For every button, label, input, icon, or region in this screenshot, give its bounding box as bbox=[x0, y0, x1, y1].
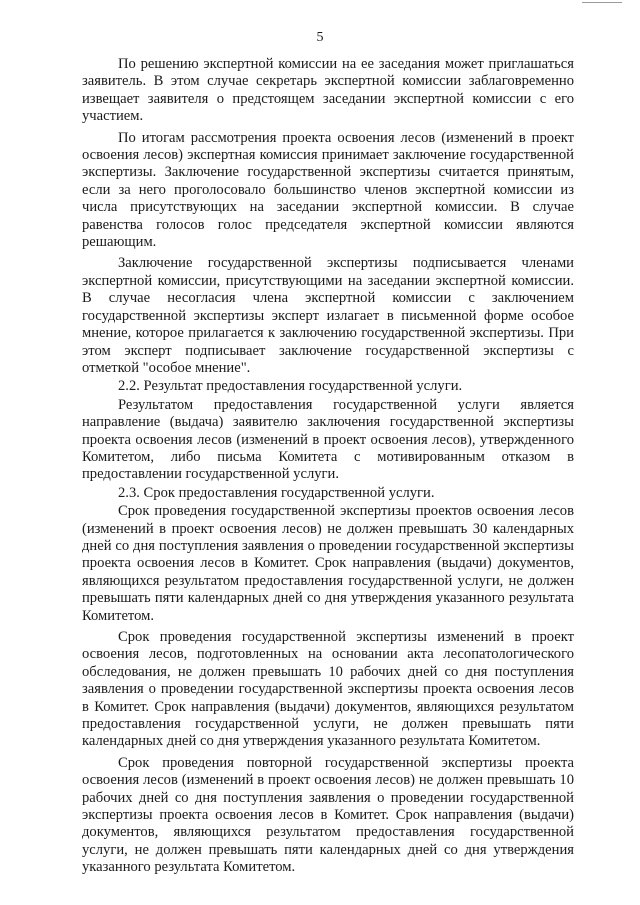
paragraph-applicant-invitation: По решению экспертной комиссии на ее заседания может приглашаться заявитель. В этом случае секретарь экспертной комиссии заблаговременно извещает заявителя о предстоящем заседании экспертной комиссии с его участием. bbox=[82, 56, 574, 125]
paragraph-term-standard: Срок проведения государственной экспертизы проектов освоения лесов (изменений в проект освоения лесов) не должен превышать 30 календарных дней со дня поступления заявления о проведении государственной экспертизы проекта освоения лесов в Комитет. Срок направления (выдачи) документов, являющихся результатом предоставления государственной услуги, не должен превышать пяти календарных дней со дня утверждения указанного результата Комитетом. bbox=[82, 503, 574, 624]
paragraph-term-pathology: Срок проведения государственной экспертизы изменений в проект освоения лесов, подготовленных на основании акта лесопатологического обследования, не должен превышать 10 рабочих дней со дня поступления заявления о проведении государственной экспертизы проекта освоения лесов в Комитет. Срок направления (выдачи) документов, являющихся результатом предоставления государственной услуги, не должен превышать пяти календарных дней со дня утверждения указанного результата Комитетом. bbox=[82, 629, 574, 750]
paragraph-term-repeat: Срок проведения повторной государственной экспертизы проекта освоения лесов (изменений в проект освоения лесов) не должен превышать 10 рабочих дней со дня поступления заявления о проведении государственной экспертизы проекта освоения лесов в Комитет. Срок направления (выдачи) документов, являющихся результатом предоставления государственной услуги, не должен превышать пяти календарных дней со дня утверждения указанного результата Комитетом. bbox=[82, 754, 574, 876]
paragraph-service-result: Результатом предоставления государственной услуги является направление (выдача) заявителю заключения государственной экспертизы проекта освоения лесов (изменений в проект освоения лесов), утвержденного Комитетом, либо письма Комитета с мотивированным отказом в предоставлении государственной услуги. bbox=[82, 396, 574, 483]
section-heading-2-3: 2.3. Срок предоставления государственной услуги. bbox=[118, 484, 435, 501]
top-edge-rule bbox=[582, 2, 622, 3]
document-body bbox=[82, 56, 574, 881]
section-heading-2-2: 2.2. Результат предоставления государственной услуги. bbox=[118, 378, 463, 395]
page-number: 5 bbox=[316, 30, 324, 45]
paragraph-commission-conclusion: По итогам рассмотрения проекта освоения лесов (изменений в проект освоения лесов) экспертная комиссия принимает заключение государственной экспертизы. Заключение государственной экспертизы считается принятым, если за него проголосовало большинство членов экспертной комиссии из числа присутствующих на заседании экспертной комиссии. В случае равенства голосов голос председателя экспертной комиссии являются решающим. bbox=[82, 129, 574, 251]
paragraph-conclusion-signing: Заключение государственной экспертизы подписывается членами экспертной комиссии, присутствующими на заседании экспертной комиссии. В случае несогласия члена экспертной комиссии с заключением государственной экспертизы эксперт излагает в письменной форме особое мнение, которое прилагается к заключению государственной экспертизы. При этом эксперт подписывает заключение государственной экспертизы с отметкой "особое мнение". bbox=[82, 255, 574, 376]
